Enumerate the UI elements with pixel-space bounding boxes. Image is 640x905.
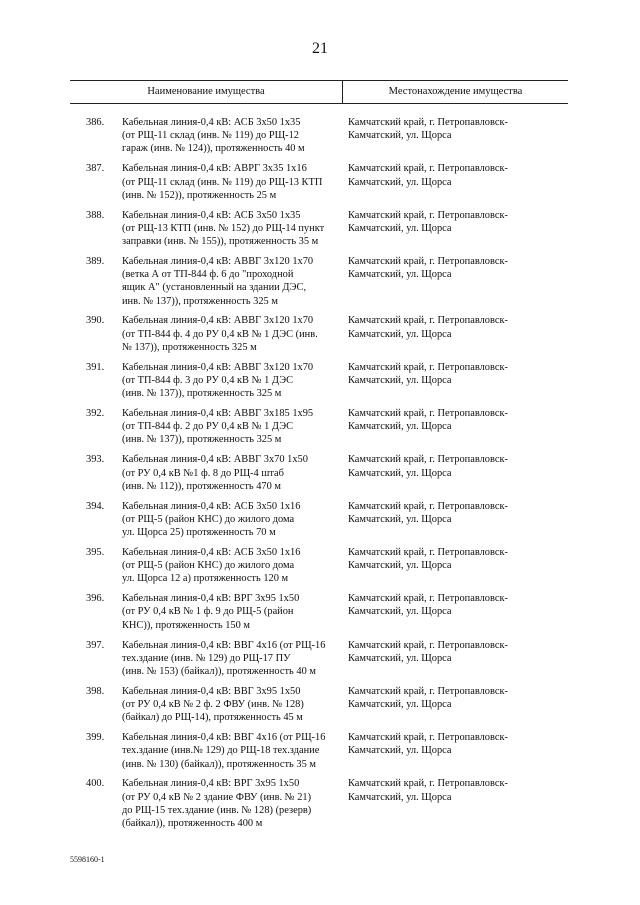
location-line: Камчатский край, г. Петропавловск- xyxy=(348,732,508,744)
description-line: Кабельная линия-0,4 кВ: ВВГ 4x16 (от РЩ-16 xyxy=(122,639,326,651)
row-number: 398. xyxy=(86,685,105,697)
description-line: ящик А" (установленный на здании ДЭС, xyxy=(122,282,307,294)
description-line: Кабельная линия-0,4 кВ: АСБ 3x50 1x16 xyxy=(122,546,301,558)
description-line: (от ТП-844 ф. 3 до РУ 0,4 кВ № 1 ДЭС xyxy=(122,374,294,386)
property-description xyxy=(122,453,347,493)
description-line: (инв. № 137)), протяженность 325 м xyxy=(122,388,282,400)
description-line: (ветка А от ТП-844 ф. 6 до "проходной xyxy=(122,269,294,281)
description-line: (от РЩ-11 склад (инв. № 119) до РЩ-13 КТП xyxy=(122,176,323,188)
property-description xyxy=(122,116,347,156)
description-line: Кабельная линия-0,4 кВ: ВВГ 3x95 1x50 xyxy=(122,685,301,697)
location-line: Камчатский край, г. Петропавловск- xyxy=(348,454,508,466)
property-location xyxy=(348,162,563,188)
description-line: (от РУ 0,4 кВ №1 ф. 8 до РЩ-4 штаб xyxy=(122,467,284,479)
location-line: Камчатский, ул. Щорса xyxy=(348,791,452,803)
location-line: Камчатский, ул. Щорса xyxy=(348,699,452,710)
document-code: 5598160-1 xyxy=(70,855,105,864)
description-line: Кабельная линия-0,4 кВ: АВВГ 3x120 1x70 xyxy=(122,315,314,327)
property-description xyxy=(122,546,347,586)
description-line: ул. Щорса 12 а) протяженность 120 м xyxy=(122,573,289,585)
header-property-location: Местонахождение имущества xyxy=(388,86,523,97)
description-line: КНС)), протяженность 150 м xyxy=(122,619,250,631)
location-line: Камчатский, ул. Щорса xyxy=(348,269,452,281)
location-line: Камчатский, ул. Щорса xyxy=(348,222,452,234)
description-line: инв. № 137)), протяженность 325 м xyxy=(122,295,278,307)
description-line: до РЩ-15 тех.здание (инв. № 128) (резерв) xyxy=(122,804,312,816)
description-line: (инв. № 137)), протяженность 325 м xyxy=(122,434,282,446)
row-number: 386. xyxy=(86,117,105,128)
location-line: Камчатский край, г. Петропавловск- xyxy=(348,209,508,221)
description-line: (от РЩ-5 (район КНС) до жилого дома xyxy=(122,513,295,525)
description-line: (от РУ 0,4 кВ № 1 ф. 9 до РЩ-5 (район xyxy=(122,606,294,618)
description-line: Кабельная линия-0,4 кВ: ВРГ 3x95 1x50 xyxy=(122,593,300,605)
location-line: Камчатский, ул. Щорса xyxy=(348,374,452,386)
location-line: Камчатский, ул. Щорса xyxy=(348,652,452,664)
row-number: 399. xyxy=(86,732,105,744)
property-location xyxy=(348,116,563,142)
description-line: Кабельная линия-0,4 кВ: ВРГ 3x95 1x50 xyxy=(122,778,300,790)
description-line: Кабельная линия-0,4 кВ: АВВГ 3x120 1x70 xyxy=(122,361,314,373)
description-line: (от РЩ-13 КТП (инв. № 152) до РЩ-14 пункт xyxy=(122,222,325,234)
location-line: Камчатский край, г. Петропавловск- xyxy=(348,408,508,419)
location-line: Камчатский край, г. Петропавловск- xyxy=(348,255,508,267)
property-location xyxy=(348,255,563,281)
property-description xyxy=(122,731,347,771)
location-line: Камчатский, ул. Щорса xyxy=(348,513,452,525)
property-location xyxy=(348,361,563,387)
property-location xyxy=(348,546,563,572)
description-line: (инв. № 130) (байкал)), протяженность 35 м xyxy=(122,758,316,770)
description-line: (от РУ 0,4 кВ № 2 здание ФВУ (инв. № 21) xyxy=(122,791,312,803)
description-line: (байкал) до РЩ-14), протяженность 45 м xyxy=(122,712,303,724)
property-description xyxy=(122,500,347,540)
row-number: 387. xyxy=(86,163,105,175)
description-line: (от РЩ-5 (район КНС) до жилого дома xyxy=(122,560,295,572)
row-number: 392. xyxy=(86,408,105,419)
location-line: Камчатский, ул. Щорса xyxy=(348,130,452,142)
location-line: Камчатский край, г. Петропавловск- xyxy=(348,117,508,128)
header-property-name: Наименование имущества xyxy=(147,86,265,97)
description-line: гараж (инв. № 124)), протяженность 40 м xyxy=(122,143,305,155)
row-number: 390. xyxy=(86,315,105,327)
property-location xyxy=(348,407,563,433)
table-header xyxy=(70,80,568,104)
description-line: (инв. № 152)), протяженность 25 м xyxy=(122,189,277,201)
row-number: 395. xyxy=(86,546,105,558)
row-number: 393. xyxy=(86,454,105,466)
property-description xyxy=(122,407,347,447)
description-line: (инв. № 112)), протяженность 470 м xyxy=(122,480,281,492)
property-description xyxy=(122,361,347,401)
property-description xyxy=(122,685,347,725)
property-location xyxy=(348,685,563,711)
description-line: (от ТП-844 ф. 4 до РУ 0,4 кВ № 1 ДЭС (инв. xyxy=(122,328,318,340)
property-location xyxy=(348,592,563,618)
property-description xyxy=(122,162,347,202)
description-line: тех.здание (инв.№ 129) до РЩ-18 тех.здание xyxy=(122,745,320,757)
location-line: Камчатский край, г. Петропавловск- xyxy=(348,778,508,790)
description-line: Кабельная линия-0,4 кВ: ВВГ 4x16 (от РЩ-16 xyxy=(122,732,326,744)
property-location xyxy=(348,731,563,757)
description-line: заправки (инв. № 155)), протяженность 35 м xyxy=(122,236,319,247)
property-description xyxy=(122,314,347,354)
description-line: ул. Щорса 25) протяженность 70 м xyxy=(122,527,276,538)
location-line: Камчатский, ул. Щорса xyxy=(348,176,452,188)
location-line: Камчатский, ул. Щорса xyxy=(348,467,452,479)
page-number: 21 xyxy=(312,40,328,57)
property-description xyxy=(122,209,347,249)
property-description xyxy=(122,639,347,679)
row-number: 389. xyxy=(86,255,105,267)
property-location xyxy=(348,500,563,526)
description-line: Кабельная линия-0,4 кВ: АСБ 3x50 1x35 xyxy=(122,209,301,221)
row-number: 388. xyxy=(86,209,105,221)
property-location xyxy=(348,209,563,235)
location-line: Камчатский, ул. Щорса xyxy=(348,421,452,433)
location-line: Камчатский, ул. Щорса xyxy=(348,328,452,340)
description-line: (от РУ 0,4 кВ № 2 ф. 2 ФВУ (инв. № 128) xyxy=(122,699,304,710)
description-line: (от РЩ-11 склад (инв. № 119) до РЩ-12 xyxy=(122,130,299,142)
location-line: Камчатский, ул. Щорса xyxy=(348,606,452,618)
property-description xyxy=(122,255,347,308)
description-line: Кабельная линия-0,4 кВ: АСБ 3x50 1x16 xyxy=(122,500,301,512)
row-number: 396. xyxy=(86,593,105,605)
row-number: 400. xyxy=(86,778,105,790)
location-line: Камчатский край, г. Петропавловск- xyxy=(348,639,508,651)
description-line: тех.здание (инв. № 129) до РЩ-17 ПУ xyxy=(122,652,291,664)
description-line: Кабельная линия-0,4 кВ: АВВГ 3x185 1x95 xyxy=(122,408,314,419)
property-location xyxy=(348,314,563,340)
location-line: Камчатский край, г. Петропавловск- xyxy=(348,593,508,605)
description-line: Кабельная линия-0,4 кВ: АВВГ 3x70 1x50 xyxy=(122,454,308,466)
location-line: Камчатский край, г. Петропавловск- xyxy=(348,315,508,327)
location-line: Камчатский край, г. Петропавловск- xyxy=(348,685,508,697)
row-number: 397. xyxy=(86,639,105,651)
property-location xyxy=(348,777,563,803)
description-line: (инв. № 153) (байкал)), протяженность 40 м xyxy=(122,665,316,677)
row-number: 391. xyxy=(86,361,105,373)
description-line: Кабельная линия-0,4 кВ: АВРГ 3x35 1x16 xyxy=(122,163,307,175)
location-line: Камчатский край, г. Петропавловск- xyxy=(348,500,508,512)
location-line: Камчатский край, г. Петропавловск- xyxy=(348,163,508,175)
description-line: Кабельная линия-0,4 кВ: АВВГ 3x120 1x70 xyxy=(122,255,314,267)
location-line: Камчатский край, г. Петропавловск- xyxy=(348,546,508,558)
location-line: Камчатский край, г. Петропавловск- xyxy=(348,361,508,373)
location-line: Камчатский, ул. Щорса xyxy=(348,745,452,757)
location-line: Камчатский, ул. Щорса xyxy=(348,560,452,572)
description-line: № 137)), протяженность 325 м xyxy=(122,341,257,353)
property-location xyxy=(348,453,563,479)
property-description xyxy=(122,592,347,632)
row-number: 394. xyxy=(86,500,105,512)
property-location xyxy=(348,639,563,665)
description-line: (байкал)), протяженность 400 м xyxy=(122,818,263,829)
property-description xyxy=(122,777,347,830)
description-line: Кабельная линия-0,4 кВ: АСБ 3x50 1x35 xyxy=(122,117,301,128)
description-line: (от ТП-844 ф. 2 до РУ 0,4 кВ № 1 ДЭС xyxy=(122,421,294,433)
